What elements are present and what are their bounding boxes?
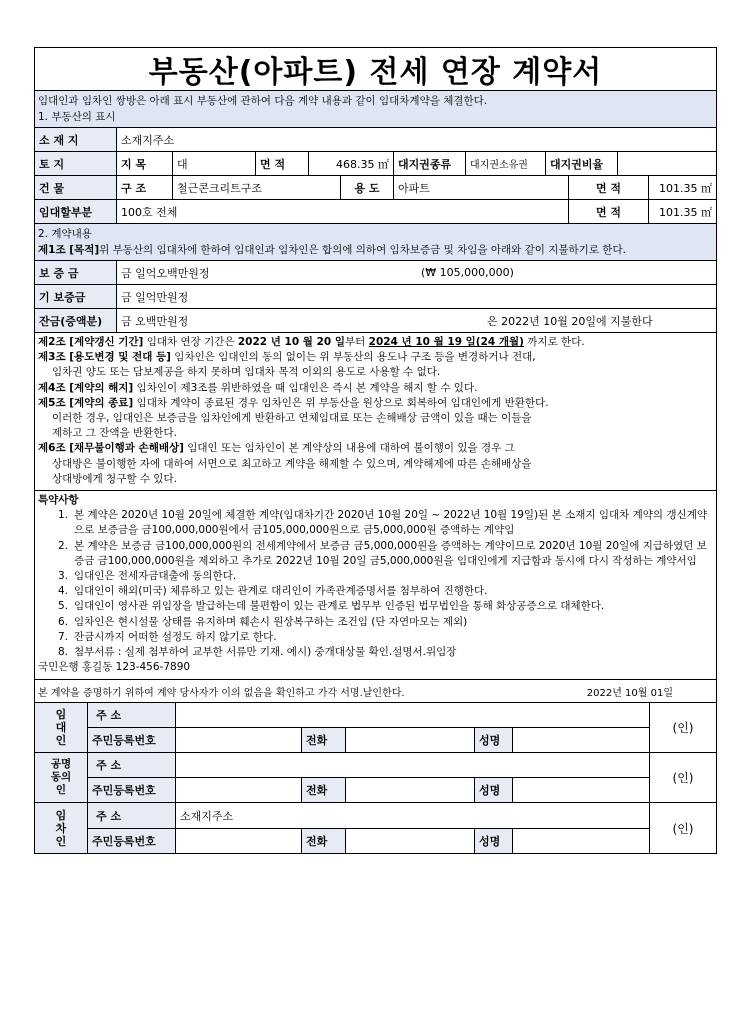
- balance-note: 은 2022년 10월 20일에 지불한다: [487, 314, 653, 328]
- section2-heading: 2. 계약내용: [38, 228, 92, 240]
- land-label: 토 지: [35, 152, 117, 175]
- deposit-number: (₩ 105,000,000): [421, 266, 514, 279]
- article5: 제5조 [계약의 종료] 임대차 계약이 종료된 경우 임차인은 위 부동산을 원상으로 회복하여 임대인에게 반환한다.: [38, 396, 549, 409]
- articles-block: [35, 333, 716, 491]
- structure-value: 철근콘크리트구조: [173, 176, 341, 199]
- article4: 제4조 [계약의 해지] 임차인이 제3조를 위반하였을 때 임대인은 즉시 본 계약을 해지 할 수 있다.: [38, 381, 478, 394]
- special-term-number: 6.: [58, 615, 69, 628]
- lease-area-label: 면 적: [569, 200, 649, 223]
- special-term-text: 본 계약은 2020년 10월 20일에 체결한 계약(임대차기간 2020년 10월 20일 ~ 2022년 10월 19일)된 본 소재지 임대차 계약의 갱신계약으로 보증금을 금100,000,000원에서 금105,000,000원으로 금5,000,000원 증액하는 계약임: [74, 509, 707, 537]
- land-area-value: 468.35 ㎡: [309, 152, 394, 175]
- co-owner-block: [35, 753, 716, 803]
- building-label: 건 물: [35, 176, 117, 199]
- article3-cont: 임차권 양도 또는 담보제공을 하지 못하며 임대차 목적 이외의 용도로 사용할 수 없다.: [52, 366, 441, 379]
- co-owner-phone-field[interactable]: [346, 778, 475, 802]
- article1: 제1조 [목적]위 부동산의 임대차에 한하여 임대인과 임차인은 합의에 의하여 임차보증금 및 차임을 아래와 같이 지불하기로 한다.: [38, 244, 626, 256]
- special-term-number: 5.: [58, 600, 69, 613]
- landlord-name-field[interactable]: [513, 728, 649, 752]
- special-term-number: 8.: [58, 646, 69, 659]
- lease-part-label: 임대할부분: [35, 200, 117, 223]
- land-type-label: 지 목: [117, 152, 173, 175]
- co-owner-address-label: 주 소: [88, 753, 176, 777]
- land-ratio-label: 대지권비율: [546, 152, 618, 175]
- special-term-text: 임차인은 현시설물 상태를 유지하며 훼손시 원상복구하는 조건임 (단 자연마모는 제외): [74, 615, 468, 628]
- section1-heading: 1. 부동산의 표시: [38, 111, 116, 123]
- co-owner-seal[interactable]: (인): [649, 753, 716, 802]
- landlord-id-label: 주민등록번호: [88, 728, 176, 752]
- contract-document: [34, 47, 717, 854]
- location-value: 소재지주소: [121, 133, 175, 147]
- section2-band: [35, 224, 716, 261]
- tenant-id-field[interactable]: [176, 829, 302, 854]
- special-term-text: 본 계약은 보증금 금100,000,000원의 전세계약에서 보증금 금5,000,000원을 증액하는 계약이므로 2020년 10월 20일에 지급하였던 보증금 금100,000,000원을 제외하고 추가로 2022년 10월 20일 금5,000,000원을 임대인에게 지급함과 동시에 다시 작성하는 계약서임: [74, 539, 707, 567]
- landlord-seal[interactable]: (인): [649, 703, 716, 752]
- tenant-name-field[interactable]: [513, 829, 649, 854]
- special-term-text: 임대인이 영사관 위임장을 발급하는데 불편함이 있는 관계로 법무부 인증된 법무법인을 통해 화상공증으로 대체한다.: [74, 600, 605, 613]
- balance-value: 금 오백만원정: [121, 314, 189, 328]
- article6: 제6조 [채무불이행과 손해배상] 임대인 또는 임차인이 본 계약상의 내용에 대하여 불이행이 있을 경우 그: [38, 442, 515, 455]
- signature-note: [35, 680, 716, 703]
- building-row: [35, 176, 716, 200]
- contract-title: 부동산(아파트) 전세 연장 계약서: [35, 48, 716, 91]
- special-terms-list: [38, 508, 713, 660]
- special-term-item: [38, 569, 713, 584]
- tenant-address-field[interactable]: 소재지주소: [180, 809, 234, 823]
- tenant-name-label: 성명: [475, 829, 513, 854]
- article6-cont2: 상대방에게 청구할 수 있다.: [52, 472, 177, 485]
- special-term-item: [38, 630, 713, 645]
- special-term-item: [38, 645, 713, 660]
- co-owner-name-label: 성명: [475, 778, 513, 802]
- use-label: 용 도: [341, 176, 394, 199]
- building-area-label: 면 적: [569, 176, 649, 199]
- article3: 제3조 [용도변경 및 전대 등] 임차인은 임대인의 동의 없이는 위 부동산의 용도나 구조 등을 변경하거나 전대,: [38, 351, 536, 364]
- co-owner-label: 공명 동의 인: [35, 753, 88, 802]
- lease-part-row: [35, 200, 716, 224]
- intro-band: [35, 91, 716, 128]
- special-term-item: [38, 599, 713, 614]
- special-terms: [35, 491, 716, 680]
- landlord-phone-label: 전화: [302, 728, 346, 752]
- special-term-text: 잔금시까지 어떠한 설정도 하지 않기로 한다.: [74, 630, 277, 643]
- special-term-item: [38, 615, 713, 630]
- co-owner-id-field[interactable]: [176, 778, 302, 802]
- co-owner-phone-label: 전화: [302, 778, 346, 802]
- structure-label: 구 조: [117, 176, 173, 199]
- special-term-number: 1.: [58, 509, 69, 522]
- land-type-value: 대: [173, 152, 256, 175]
- deposit-label: 보 증 금: [35, 261, 117, 284]
- special-term-text: 첨부서류 : 실제 첨부하여 교부한 서류만 기재. 예시) 중개대상물 확인.설명서.위임장: [74, 646, 457, 659]
- article5-cont: 이러한 경우, 임대인은 보증금을 임차인에게 반환하고 연체임대료 또는 손해배상 금액이 있을 때는 이들을: [52, 412, 532, 425]
- balance-label: 잔금(증액분): [35, 309, 117, 332]
- balance-row: [35, 309, 716, 333]
- special-term-text: 임대인이 해외(미국) 체류하고 있는 관계로 대리인이 가족관계증명서를 첨부하여 진행한다.: [74, 585, 488, 598]
- special-term-item: [38, 508, 713, 538]
- landlord-phone-field[interactable]: [346, 728, 475, 752]
- special-heading: 특약사항: [38, 494, 79, 507]
- signature-date: 2022년 10월 01일: [586, 687, 673, 699]
- land-ratio-value: [618, 152, 716, 175]
- building-area-value: 101.35 ㎡: [659, 181, 712, 195]
- co-owner-address-field[interactable]: [176, 753, 649, 777]
- land-area-label: 면 적: [256, 152, 309, 175]
- tenant-address-label: 주 소: [88, 803, 176, 828]
- prev-deposit-label: 기 보증금: [35, 285, 117, 308]
- special-term-number: 4.: [58, 585, 69, 598]
- landlord-label: 임 대 인: [35, 703, 88, 752]
- tenant-phone-label: 전화: [302, 829, 346, 854]
- article5-cont2: 제하고 그 잔액을 반환한다.: [52, 427, 177, 440]
- lease-part-value: 100호 전체: [117, 200, 569, 223]
- signature-note-text: 본 계약을 증명하기 위하여 계약 당사자가 이의 없음을 확인하고 가각 서명.날인한다.: [38, 687, 405, 699]
- deposit-row: [35, 261, 716, 285]
- landlord-address-field[interactable]: [176, 703, 649, 727]
- landlord-id-field[interactable]: [176, 728, 302, 752]
- co-owner-name-field[interactable]: [513, 778, 649, 802]
- land-row: [35, 152, 716, 176]
- landlord-name-label: 성명: [475, 728, 513, 752]
- tenant-id-label: 주민등록번호: [88, 829, 176, 854]
- lease-area-value: 101.35 ㎡: [659, 205, 712, 219]
- tenant-seal[interactable]: (인): [649, 803, 716, 853]
- special-term-number: 2.: [58, 539, 69, 552]
- landlord-block: [35, 703, 716, 753]
- special-term-item: [38, 539, 713, 569]
- article2: 제2조 [계약갱신 기간] 임대차 연장 기간은 2022 년 10 월 20 일부터 2024 년 10 월 19 일(24 개월) 까지로 한다.: [38, 336, 585, 348]
- location-label: 소 재 지: [35, 128, 117, 151]
- land-right-value: 대지권소유권: [466, 152, 546, 175]
- land-right-label: 대지권종류: [394, 152, 466, 175]
- landlord-address-label: 주 소: [88, 703, 176, 727]
- special-term-text: 임대인은 전세자금대출에 동의한다.: [74, 570, 237, 583]
- deposit-value: 금 일억오백만원정: [121, 266, 210, 280]
- tenant-label: 임 차 인: [35, 803, 88, 853]
- tenant-block: [35, 803, 716, 853]
- special-term-number: 3.: [58, 570, 69, 583]
- intro-text: 임대인과 임차인 쌍방은 아래 표시 부동산에 관하여 다음 계약 내용과 같이 임대차계약을 체결한다.: [38, 95, 488, 107]
- article6-cont: 상대방은 불이행한 자에 대하여 서면으로 최고하고 계약을 해제할 수 있으며, 계약해제에 따른 손해배상을: [52, 457, 532, 470]
- location-row: [35, 128, 716, 152]
- co-owner-id-label: 주민등록번호: [88, 778, 176, 802]
- bank-account: 국민은행 홍길동 123-456-7890: [38, 661, 191, 674]
- use-value: 아파트: [394, 176, 569, 199]
- special-term-item: [38, 584, 713, 599]
- prev-deposit-value: 금 일억만원정: [121, 290, 189, 304]
- special-term-number: 7.: [58, 630, 69, 643]
- prev-deposit-row: [35, 285, 716, 309]
- tenant-phone-field[interactable]: [346, 829, 475, 854]
